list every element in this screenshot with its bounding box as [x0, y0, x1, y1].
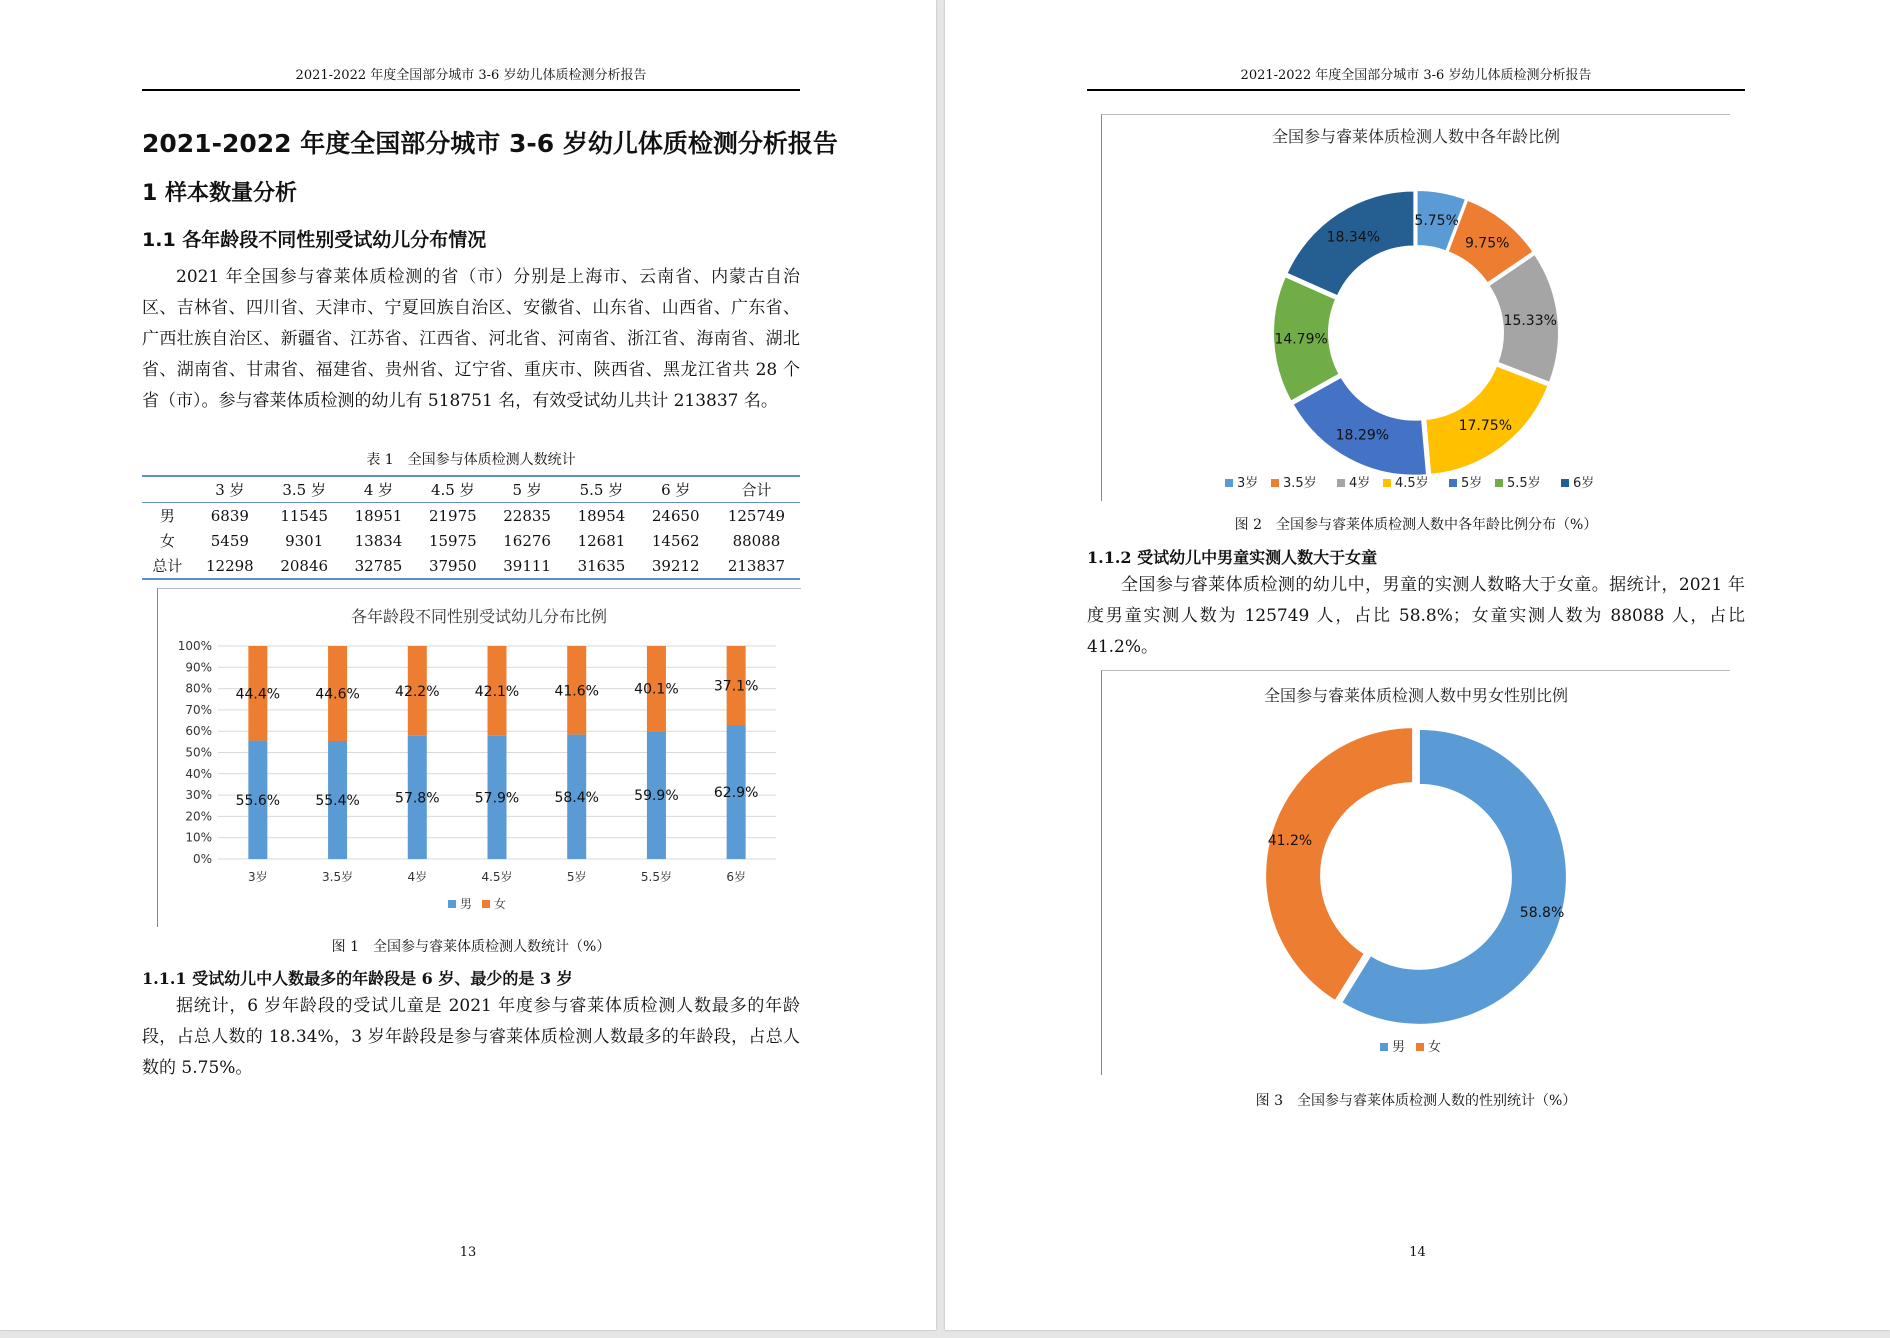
table-header-cell: 5.5 岁 — [564, 476, 638, 503]
table-header-cell: 6 岁 — [639, 476, 713, 503]
data-label: 41.6% — [554, 683, 599, 700]
legend-swatch — [482, 900, 490, 908]
legend-label: 3岁 — [1237, 476, 1259, 491]
data-label: 41.2% — [1267, 833, 1313, 850]
legend-label: 男 — [1392, 1040, 1406, 1055]
age-donut-svg — [1102, 115, 1730, 501]
finding-heading: 1.1.1 受试幼儿中人数最多的年龄段是 6 岁、最少的是 3 岁 — [142, 969, 573, 988]
table-cell: 14562 — [651, 531, 700, 550]
legend-swatch — [1271, 479, 1279, 487]
figure-1-caption: 图 1 全国参与睿莱体质检测人数统计（%） — [331, 939, 611, 955]
table-cell: 21975 — [428, 506, 477, 525]
table-cell: 32785 — [341, 553, 415, 579]
table-cell: 18954 — [577, 506, 626, 525]
table-cell: 24650 — [651, 506, 700, 525]
chart-title: 全国参与睿莱体质检测人数中各年龄比例 — [1271, 127, 1561, 146]
donut-slice — [1265, 727, 1413, 1001]
gender-donut-chart — [1101, 670, 1730, 1075]
chart-title: 各年龄段不同性别受试幼儿分布比例 — [350, 607, 608, 626]
data-label: 55.6% — [235, 792, 281, 809]
legend-swatch — [1416, 1043, 1424, 1051]
data-label: 44.4% — [235, 686, 281, 703]
data-label: 62.9% — [713, 785, 759, 802]
data-label: 37.1% — [713, 678, 759, 695]
legend-swatch — [1380, 1043, 1388, 1051]
legend-label: 3.5岁 — [1283, 476, 1317, 491]
table-header-cell: 3.5 岁 — [267, 476, 341, 503]
legend-swatch — [1225, 479, 1233, 487]
table-header-cell — [142, 476, 193, 503]
table-row — [142, 528, 800, 553]
page-13 — [0, 0, 936, 1330]
table-cell: 31635 — [564, 553, 638, 579]
table-cell: 39212 — [639, 553, 713, 579]
table-cell: 20846 — [267, 553, 341, 579]
x-tick-label: 3.5岁 — [322, 870, 354, 884]
table-cell: 11545 — [280, 506, 329, 525]
legend-swatch — [1383, 479, 1391, 487]
table-cell: 16276 — [503, 531, 551, 550]
table-caption: 表 1 全国参与体质检测人数统计 — [366, 452, 576, 468]
x-tick-label: 5.5岁 — [640, 870, 672, 884]
y-tick-label: 70% — [185, 702, 212, 717]
data-label: 15.33% — [1503, 312, 1557, 329]
gender-donut-svg — [1102, 671, 1730, 1075]
legend-swatch — [1495, 479, 1503, 487]
table-cell: 37950 — [416, 553, 490, 579]
legend-label: 5岁 — [1461, 476, 1483, 491]
data-label: 18.29% — [1335, 427, 1390, 444]
table-cell: 9301 — [285, 531, 324, 550]
data-label: 18.34% — [1326, 229, 1381, 246]
bar-chart-svg — [158, 589, 801, 927]
page-14 — [945, 0, 1890, 1330]
table-cell: 12298 — [193, 553, 267, 579]
x-tick-label: 6岁 — [726, 870, 746, 884]
finding-heading: 1.1.2 受试幼儿中男童实测人数大于女童 — [1087, 548, 1378, 567]
legend-label: 女 — [494, 897, 507, 911]
age-donut-chart — [1101, 114, 1730, 501]
data-label: 14.79% — [1274, 331, 1328, 348]
table-header-cell: 合计 — [713, 476, 800, 503]
section-heading: 1 样本数量分析 — [142, 181, 297, 206]
table-cell: 12681 — [577, 531, 626, 550]
data-label: 9.75% — [1464, 235, 1510, 252]
y-tick-label: 60% — [185, 724, 212, 739]
y-tick-label: 100% — [177, 639, 212, 653]
figure-2-caption: 图 2 全国参与睿莱体质检测人数中各年龄比例分布（%） — [1234, 517, 1598, 533]
table-header-cell: 4.5 岁 — [416, 476, 490, 503]
y-tick-label: 10% — [185, 830, 212, 845]
legend-label: 女 — [1428, 1040, 1442, 1055]
table-cell: 88088 — [732, 531, 781, 550]
stats-table — [142, 475, 800, 580]
y-tick-label: 50% — [185, 745, 212, 760]
page-number: 14 — [1409, 1245, 1426, 1260]
x-tick-label: 4.5岁 — [481, 870, 513, 884]
table-cell: 15975 — [428, 531, 477, 550]
finding-paragraph: 据统计，6 岁年龄段的受试儿童是 2021 年度参与睿莱体质检测人数最多的年龄段，占总人数的 18.34%，3 岁年龄段是参与睿莱体质检测人数最多的年龄段，占总人数的 5.75%。 — [142, 996, 800, 1078]
table-row — [142, 503, 800, 529]
table-cell: 5459 — [210, 531, 249, 550]
data-label: 57.8% — [395, 790, 440, 807]
table-header-cell: 4 岁 — [341, 476, 415, 503]
legend-swatch — [1449, 479, 1457, 487]
running-header: 2021-2022 年度全国部分城市 3-6 岁幼儿体质检测分析报告 — [1087, 64, 1745, 91]
data-label: 58.4% — [554, 789, 599, 806]
y-tick-label: 0% — [192, 852, 212, 866]
y-tick-label: 30% — [185, 788, 212, 803]
legend-swatch — [1337, 479, 1345, 487]
data-label: 57.9% — [474, 790, 520, 807]
legend-label: 4.5岁 — [1395, 476, 1429, 491]
y-tick-label: 40% — [185, 766, 212, 781]
data-label: 59.9% — [634, 788, 679, 805]
table-cell: 女 — [159, 532, 175, 550]
y-tick-label: 80% — [185, 681, 212, 696]
table-header-cell: 5 岁 — [490, 476, 564, 503]
figure-3-caption: 图 3 全国参与睿莱体质检测人数的性别统计（%） — [1255, 1093, 1577, 1109]
legend-label: 4岁 — [1349, 476, 1371, 491]
table-cell: 6839 — [210, 506, 249, 525]
data-label: 58.8% — [1519, 904, 1565, 921]
chart-title: 全国参与睿莱体质检测人数中男女性别比例 — [1263, 686, 1569, 705]
table-cell: 213837 — [713, 553, 800, 579]
data-label: 17.75% — [1458, 417, 1513, 434]
x-tick-label: 4岁 — [407, 870, 428, 884]
donut-slice — [1292, 377, 1427, 476]
table-header-row — [142, 476, 800, 503]
legend-label: 男 — [460, 897, 473, 911]
table-cell: 男 — [159, 507, 175, 525]
data-label: 40.1% — [634, 681, 679, 698]
running-header: 2021-2022 年度全国部分城市 3-6 岁幼儿体质检测分析报告 — [142, 64, 800, 91]
table-header-cell: 3 岁 — [193, 476, 267, 503]
table-cell: 18951 — [354, 506, 403, 525]
page-title: 2021-2022 年度全国部分城市 3-6 岁幼儿体质检测分析报告 — [142, 129, 838, 158]
data-label: 44.6% — [315, 686, 360, 703]
legend-label: 6岁 — [1573, 476, 1595, 491]
data-label: 55.4% — [315, 792, 360, 809]
x-tick-label: 3岁 — [248, 870, 268, 884]
data-label: 5.75% — [1414, 212, 1459, 229]
table-cell: 39111 — [490, 553, 564, 579]
table-cell: 总计 — [142, 553, 193, 579]
y-tick-label: 20% — [185, 809, 212, 824]
data-label: 42.1% — [474, 683, 520, 700]
table-cell: 22835 — [503, 506, 551, 525]
stacked-bar-chart — [157, 588, 801, 927]
data-label: 42.2% — [395, 683, 440, 700]
subsection-heading: 1.1 各年龄段不同性别受试幼儿分布情况 — [142, 229, 487, 251]
finding-paragraph: 全国参与睿莱体质检测的幼儿中，男童的实测人数略大于女童。据统计，2021 年度男童实测人数为 125749 人，占比 58.8%；女童实测人数为 88088 人，占比 41.2%。 — [1087, 575, 1745, 657]
y-tick-label: 90% — [185, 660, 212, 675]
page-number: 13 — [459, 1245, 477, 1260]
legend-label: 5.5岁 — [1507, 476, 1541, 491]
legend-swatch — [448, 900, 456, 908]
table-cell: 13834 — [354, 531, 403, 550]
intro-paragraph: 2021 年全国参与睿莱体质检测的省（市）分别是上海市、云南省、内蒙古自治区、吉林省、四川省、天津市、宁夏回族自治区、安徽省、山东省、山西省、广东省、广西壮族自治区、新疆省、江苏省、江西省、河北省、河南省、浙江省、海南省、湖北省、湖南省、甘肃省、福建省、贵州省、辽宁省、重庆市、陕西省、黑龙江省共 28 个省（市）。参与睿莱体质检测的幼儿有 518751 名，有效受试幼儿共计 213837 名。 — [142, 267, 800, 411]
table-cell: 125749 — [727, 506, 786, 525]
legend-swatch — [1561, 479, 1569, 487]
table-row — [142, 553, 800, 579]
x-tick-label: 5岁 — [566, 870, 587, 884]
